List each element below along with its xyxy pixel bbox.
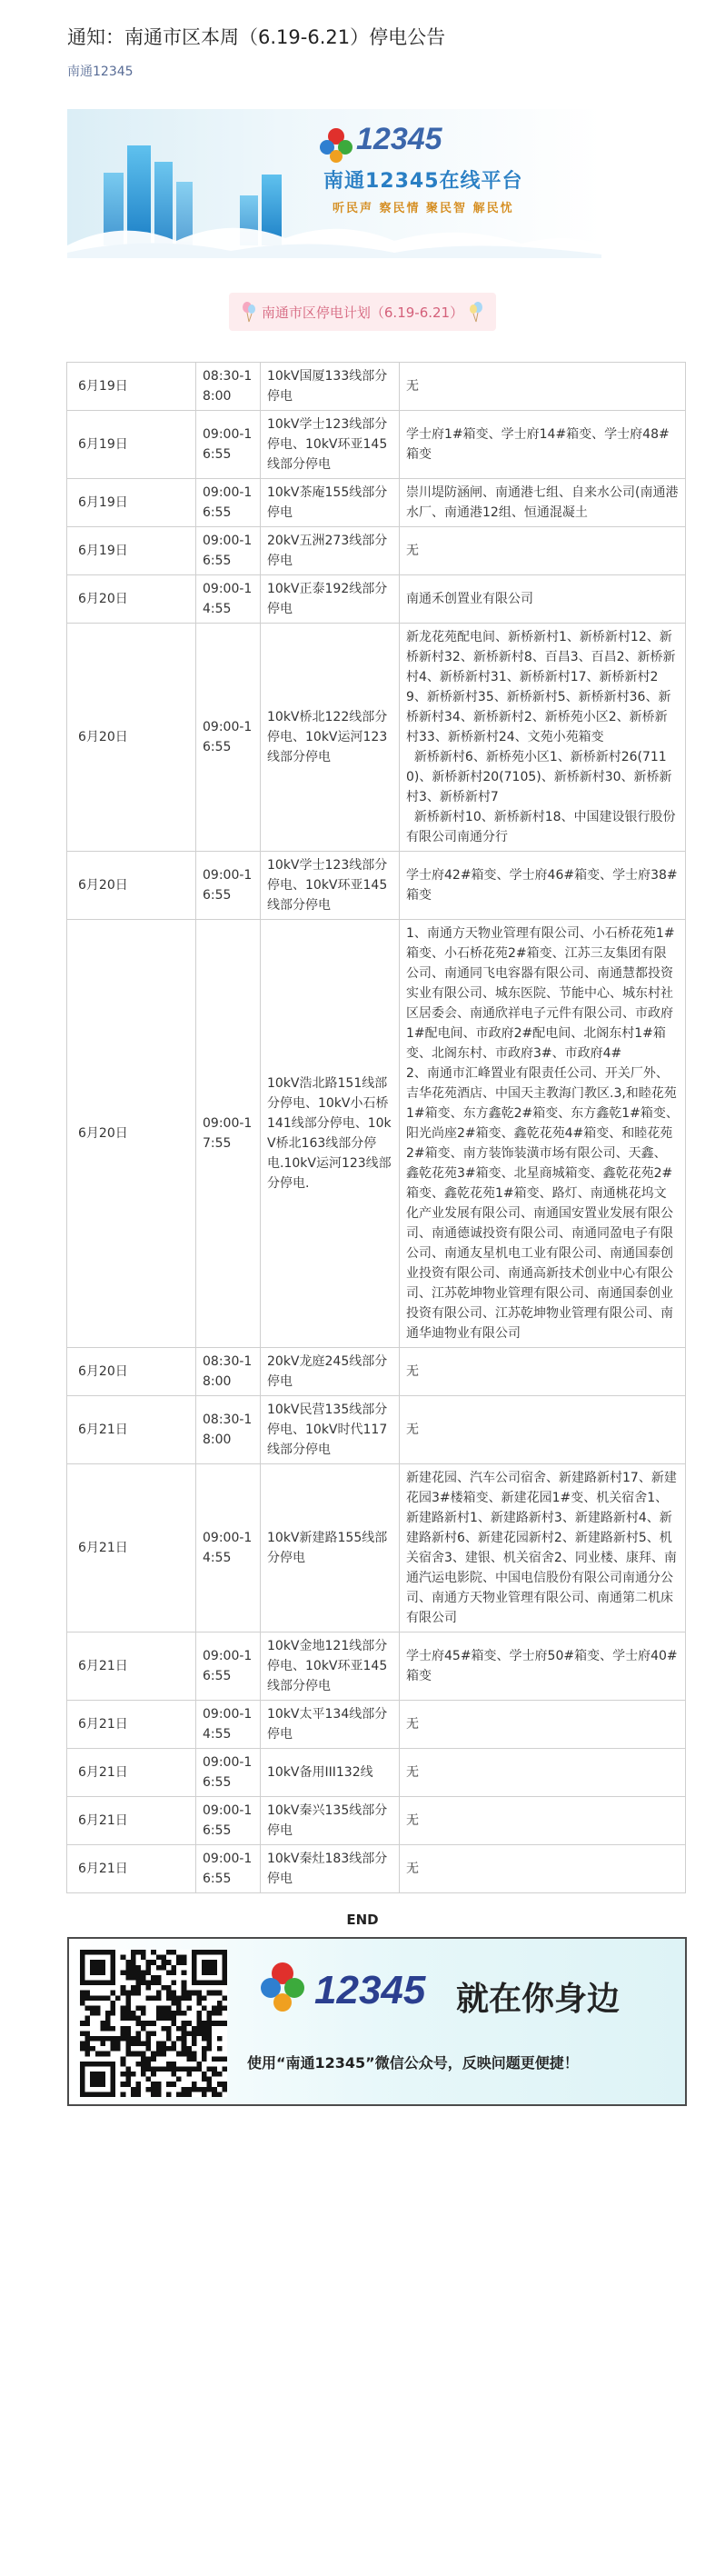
row-line-cell: 10kV学士123线部分停电、10kV环亚145线部分停电 <box>261 411 400 479</box>
row-line-cell: 20kV龙庭245线部分停电 <box>261 1348 400 1396</box>
row-date-cell: 6月21日 <box>67 1749 196 1797</box>
row-area-cell: 新建花园、汽车公司宿舍、新建路新村17、新建花园3#楼箱变、新建花园1#变、机关宿舍1、新建路新村1、新建路新村3、新建路新村4、新建路新村6、新建花园新村2、新建路新村5、机关宿舍3、建银、机关宿舍2、同业楼、康拜、南通汽运电影院、中国电信股份有限公司南通分公司、南通方天物业管理有限公司、南通第二机床有限公司 <box>400 1464 686 1632</box>
row-area-cell: 无 <box>400 1396 686 1464</box>
table-row <box>67 624 686 852</box>
row-line-cell: 10kV桥北122线部分停电、10kV运河123线部分停电 <box>261 624 400 852</box>
row-area-cell: 学士府1#箱变、学士府14#箱变、学士府48#箱变 <box>400 411 686 479</box>
row-line-cell: 10kV秦灶183线部分停电 <box>261 1845 400 1893</box>
row-time-cell: 09:00-16:55 <box>196 1797 261 1845</box>
row-area-cell: 学士府42#箱变、学士府46#箱变、学士府38#箱变 <box>400 852 686 920</box>
row-date-cell: 6月20日 <box>67 920 196 1348</box>
row-area-cell: 无 <box>400 1749 686 1797</box>
row-line-cell: 10kV秦兴135线部分停电 <box>261 1797 400 1845</box>
row-time-cell: 09:00-14:55 <box>196 1464 261 1632</box>
end-marker: END <box>346 1912 379 1928</box>
row-time-cell: 08:30-18:00 <box>196 363 261 411</box>
section-heading <box>229 293 496 331</box>
outage-table <box>66 362 686 1893</box>
table-row <box>67 1396 686 1464</box>
row-date-cell: 6月21日 <box>67 1797 196 1845</box>
table-row <box>67 1464 686 1632</box>
outage-table-body <box>67 363 686 1893</box>
row-line-cell: 10kV新建路155线部分停电 <box>261 1464 400 1632</box>
row-time-cell: 09:00-16:55 <box>196 479 261 527</box>
row-line-cell: 10kV茶庵155线部分停电 <box>261 479 400 527</box>
row-date-cell: 6月19日 <box>67 411 196 479</box>
row-time-cell: 09:00-16:55 <box>196 624 261 852</box>
table-row <box>67 1701 686 1749</box>
footer-tagline: 就在你身边 <box>456 1981 621 2018</box>
table-row <box>67 479 686 527</box>
row-line-cell: 10kV国厦133线部分停电 <box>261 363 400 411</box>
row-time-cell: 08:30-18:00 <box>196 1396 261 1464</box>
row-line-cell: 10kV正泰192线部分停电 <box>261 575 400 624</box>
row-line-cell: 10kV备用III132线 <box>261 1749 400 1797</box>
table-row <box>67 363 686 411</box>
table-row <box>67 527 686 575</box>
row-date-cell: 6月19日 <box>67 479 196 527</box>
row-area-cell: 南通禾创置业有限公司 <box>400 575 686 624</box>
table-row <box>67 1749 686 1797</box>
row-area-cell: 崇川堤防涵闸、南通港七组、自来水公司(南通港水厂、南通港12组、恒通混凝土 <box>400 479 686 527</box>
account-link[interactable]: 南通12345 <box>67 65 134 79</box>
row-area-cell: 无 <box>400 1348 686 1396</box>
qr-code-icon <box>80 1950 227 2097</box>
row-time-cell: 09:00-16:55 <box>196 411 261 479</box>
row-time-cell: 08:30-18:00 <box>196 1348 261 1396</box>
row-line-cell: 10kV太平134线部分停电 <box>261 1701 400 1749</box>
row-line-cell: 20kV五洲273线部分停电 <box>261 527 400 575</box>
banner-brand-text: 12345 <box>356 122 442 156</box>
footer-note: 使用“南通12345”微信公众号，反映问题更便捷！ <box>247 2054 579 2072</box>
row-date-cell: 6月21日 <box>67 1396 196 1464</box>
table-row <box>67 1348 686 1396</box>
row-date-cell: 6月20日 <box>67 1348 196 1396</box>
row-area-cell: 无 <box>400 1797 686 1845</box>
row-date-cell: 6月20日 <box>67 575 196 624</box>
article-title: 通知：南通市区本周（6.19-6.21）停电公告 <box>67 26 446 48</box>
row-area-cell: 新龙花苑配电间、新桥新村1、新桥新村12、新桥新村32、新桥新村8、百昌3、百昌2、新桥新村4、新桥新村31、新桥新村17、新桥新村29、新桥新村35、新桥新村5、新桥新村36、新桥新村34、新桥新村2、新桥苑小区2、新桥新村33、新桥新村24、文苑小苑箱变 新桥新村6、新桥苑小区1、新桥新村26(7110)、新桥新村20(7105)、新桥新村30、新桥新村3、新桥新村7 新桥新村10、新桥新村18、中国建设银行股份有限公司南通分行 <box>400 624 686 852</box>
table-row <box>67 411 686 479</box>
banner-headline: 南通12345在线平台 <box>323 170 523 193</box>
balloon-icon <box>469 300 483 324</box>
table-row <box>67 1797 686 1845</box>
row-date-cell: 6月21日 <box>67 1701 196 1749</box>
row-time-cell: 09:00-14:55 <box>196 1701 261 1749</box>
row-date-cell: 6月21日 <box>67 1632 196 1701</box>
row-line-cell: 10kV浩北路151线部分停电、10kV小石桥141线部分停电、10kV桥北163线部分停电.10kV运河123线部分停电. <box>261 920 400 1348</box>
row-line-cell: 10kV学士123线部分停电、10kV环亚145线部分停电 <box>261 852 400 920</box>
table-row <box>67 852 686 920</box>
row-time-cell: 09:00-16:55 <box>196 1845 261 1893</box>
row-time-cell: 09:00-17:55 <box>196 920 261 1348</box>
row-time-cell: 09:00-16:55 <box>196 852 261 920</box>
row-area-cell: 无 <box>400 527 686 575</box>
table-row <box>67 920 686 1348</box>
row-time-cell: 09:00-14:55 <box>196 575 261 624</box>
row-date-cell: 6月19日 <box>67 363 196 411</box>
row-area-cell: 1、南通方天物业管理有限公司、小石桥花苑1#箱变、小石桥花苑2#箱变、江苏三友集团有限公司、南通同飞电容器有限公司、南通慧都投资实业有限公司、城东医院、节能中心、城东村社区居委会、南通欣祥电子元件有限公司、市政府1#配电间、市政府2#配电间、北阁东村1#箱变、北阁东村、市政府3#、市政府4# 2、南通市汇峰置业有限责任公司、开关厂外、吉华花苑酒店、中国天主教海门教区.3,和睦花苑1#箱变、东方鑫乾2#箱变、东方鑫乾1#箱变、阳光尚座2#箱变、鑫乾花苑4#箱变、和睦花苑2#箱变、南方装饰装潢市场有限公司、天鑫、鑫乾花苑3#箱变、北星商城箱变、鑫乾花苑2#箱变、鑫乾花苑1#箱变、路灯、南通桃花坞文化产业发展有限公司、南通国安置业发展有限公司、南通德诚投资有限公司、南通同盈电子有限公司、南通友星机电工业有限公司、南通国泰创业投资有限公司、南通高新技术创业中心有限公司、江苏乾坤物业管理有限公司、南通国泰创业投资有限公司、江苏乾坤物业管理有限公司、南通华迪物业有限公司 <box>400 920 686 1348</box>
footer-logo-icon <box>251 1957 314 2021</box>
row-date-cell: 6月20日 <box>67 624 196 852</box>
row-area-cell: 学士府45#箱变、学士府50#箱变、学士府40#箱变 <box>400 1632 686 1701</box>
row-line-cell: 10kV金地121线部分停电、10kV环亚145线部分停电 <box>261 1632 400 1701</box>
row-date-cell: 6月21日 <box>67 1845 196 1893</box>
section-heading-text: 南通市区停电计划（6.19-6.21） <box>261 304 464 321</box>
row-area-cell: 无 <box>400 1701 686 1749</box>
table-row <box>67 1632 686 1701</box>
row-time-cell: 09:00-16:55 <box>196 527 261 575</box>
row-date-cell: 6月20日 <box>67 852 196 920</box>
footer-banner <box>67 1937 687 2106</box>
row-area-cell: 无 <box>400 363 686 411</box>
header-banner <box>67 109 601 258</box>
balloon-icon <box>242 300 256 324</box>
row-time-cell: 09:00-16:55 <box>196 1632 261 1701</box>
footer-brand-text: 12345 <box>314 1968 426 2012</box>
row-date-cell: 6月19日 <box>67 527 196 575</box>
table-row <box>67 1845 686 1893</box>
section-heading-wrap <box>0 293 725 331</box>
row-date-cell: 6月21日 <box>67 1464 196 1632</box>
row-line-cell: 10kV民营135线部分停电、10kV时代117线部分停电 <box>261 1396 400 1464</box>
row-area-cell: 无 <box>400 1845 686 1893</box>
table-row <box>67 575 686 624</box>
row-time-cell: 09:00-16:55 <box>196 1749 261 1797</box>
banner-slogan: 听民声 察民情 聚民智 解民忧 <box>333 202 514 215</box>
